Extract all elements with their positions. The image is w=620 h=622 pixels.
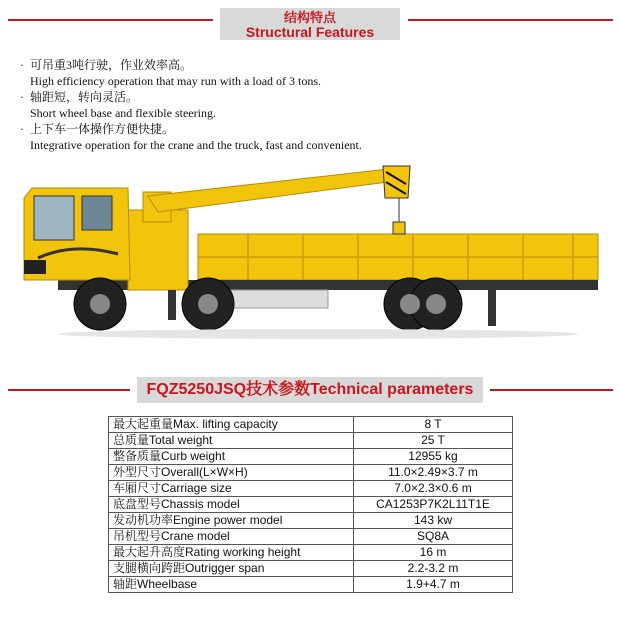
table-row <box>109 577 513 593</box>
spec-value: 1.9+4.7 m <box>354 577 513 593</box>
bullet: · <box>20 90 24 104</box>
table-row <box>109 481 513 497</box>
spec-label: 发动机功率Engine power model <box>109 513 354 529</box>
spec-label: 整备质量Curb weight <box>109 449 354 465</box>
spec-label: 底盘型号Chassis model <box>109 497 354 513</box>
spec-label: 最大起重量Max. lifting capacity <box>109 417 354 433</box>
table-row <box>109 561 513 577</box>
spec-value: SQ8A <box>354 529 513 545</box>
spec-value: 11.0×2.49×3.7 m <box>354 465 513 481</box>
bullet: · <box>20 58 24 72</box>
feature-item <box>20 57 610 89</box>
spec-value: 7.0×2.3×0.6 m <box>354 481 513 497</box>
feature-text-en: High efficiency operation that may run with a load of 3 tons. <box>30 74 322 88</box>
header-rule-right <box>408 19 613 21</box>
feature-text-zh: 可吊重3吨行驶，作业效率高。 <box>30 58 193 72</box>
spec-value: 16 m <box>354 545 513 561</box>
spec-value: 143 kw <box>354 513 513 529</box>
spec-label: 总质量Total weight <box>109 433 354 449</box>
table-row <box>109 417 513 433</box>
spec-table <box>108 416 513 593</box>
tech-rule-left <box>8 389 130 391</box>
spec-value: 2.2-3.2 m <box>354 561 513 577</box>
feature-text-zh: 轴距短，转向灵活。 <box>30 90 139 104</box>
spec-value: 12955 kg <box>354 449 513 465</box>
feature-text-en: Integrative operation for the crane and the truck, fast and convenient. <box>30 138 362 152</box>
structural-features-header <box>220 8 400 40</box>
table-row <box>109 513 513 529</box>
tech-rule-right <box>490 389 613 391</box>
spec-label: 支腿横向跨距Outrigger span <box>109 561 354 577</box>
table-row <box>109 545 513 561</box>
feature-text-en: Short wheel base and flexible steering. <box>30 106 216 120</box>
spec-label: 车厢尺寸Carriage size <box>109 481 354 497</box>
feature-list <box>20 57 610 153</box>
table-row <box>109 449 513 465</box>
table-row <box>109 497 513 513</box>
structural-features-title-zh: 结构特点 <box>283 10 336 25</box>
feature-item <box>20 121 610 153</box>
feature-item <box>20 89 610 121</box>
spec-label: 轴距Wheelbase <box>109 577 354 593</box>
table-row <box>109 465 513 481</box>
bullet: · <box>20 122 24 136</box>
spec-value: CA1253P7K2L11T1E <box>354 497 513 513</box>
feature-text-zh: 上下车一体操作方便快捷。 <box>30 122 175 136</box>
spec-value: 25 T <box>354 433 513 449</box>
spec-label: 最大起升高度Rating working height <box>109 545 354 561</box>
table-row <box>109 529 513 545</box>
spec-label: 吊机型号Crane model <box>109 529 354 545</box>
technical-parameters-header: FQZ5250JSQ技术参数Technical parameters <box>137 377 483 403</box>
spec-value: 8 T <box>354 417 513 433</box>
header-rule-left <box>8 19 213 21</box>
table-row <box>109 433 513 449</box>
spec-label: 外型尺寸Overall(L×W×H) <box>109 465 354 481</box>
structural-features-title-en: Structural Features <box>245 24 375 40</box>
truck-crane-image <box>18 162 604 342</box>
